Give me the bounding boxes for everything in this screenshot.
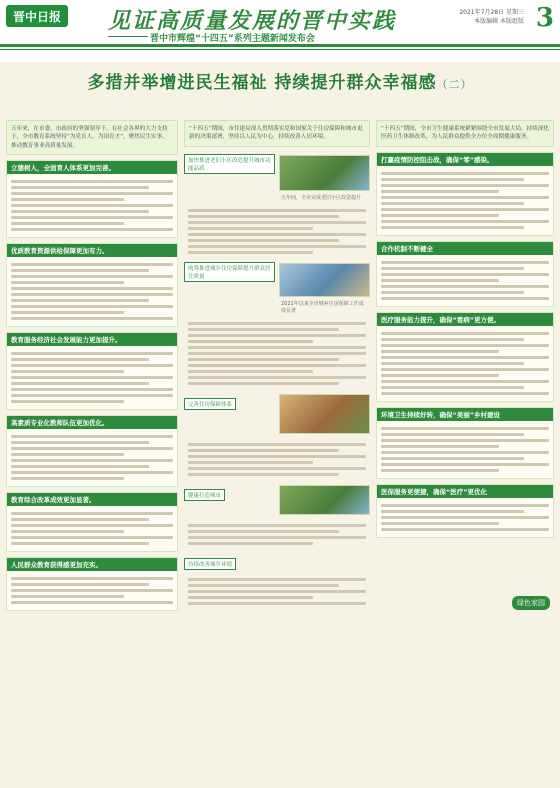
section <box>376 407 554 479</box>
section-title: 人民群众教育获得感更加充实。 <box>7 558 177 571</box>
divider <box>0 49 560 50</box>
section <box>376 152 554 236</box>
section-title: 打赢疫情防控阻击战，确保“零”感染。 <box>377 153 553 166</box>
section-title: 医保服务更便捷，确保“医疗”更优化 <box>377 485 553 498</box>
section-body <box>7 506 177 551</box>
section-body <box>377 421 553 478</box>
lead-paragraph: “十四五”期间，市住建局深入贯彻落实党和国家关于住房保障和城市更新的决策部署，坚持以人民为中心，持续改善人居环境。 <box>184 120 370 147</box>
section-body <box>184 316 370 391</box>
column-education <box>6 120 178 780</box>
column-housing <box>184 120 370 780</box>
section-title: 完善住房保障体系 <box>184 398 236 410</box>
section-body <box>184 203 370 260</box>
section-title: 优质教育资源供给保障更加有力。 <box>7 244 177 257</box>
headline-main: 多措并举增进民生福祉 持续提升群众幸福感 <box>87 73 437 93</box>
section <box>6 557 178 611</box>
photo-residential-community <box>279 155 370 191</box>
section-title: 持续改善城乡环境 <box>184 558 236 570</box>
section-row <box>184 391 370 437</box>
section-title: 医疗服务能力提升，确保“看病”更方便。 <box>377 313 553 326</box>
section-title: 统筹推进城乡住房保障提升群众居住质量 <box>184 262 275 282</box>
section <box>6 243 178 327</box>
column-health <box>376 120 554 780</box>
section-body <box>184 518 370 551</box>
section-title: 健康打造城市 <box>184 489 225 501</box>
section <box>6 492 178 552</box>
section <box>6 160 178 238</box>
section <box>376 241 554 307</box>
photo-city-park <box>279 485 370 515</box>
section-row <box>184 152 370 203</box>
newspaper-logo: 晋中日报 <box>6 5 68 27</box>
page-title <box>0 68 560 93</box>
photo-city-street <box>279 394 370 434</box>
section-badge: 绿色家园 <box>512 596 550 610</box>
photo-caption: 五年间，全市完成老旧小区改造提升 <box>281 194 362 201</box>
section-body <box>184 437 370 482</box>
section-title: 立德树人，全面育人体系更加完善。 <box>7 161 177 174</box>
section-title: 高素质专业化教师队伍更加优化。 <box>7 416 177 429</box>
edition-editors: 本版编辑 本版组版 <box>474 18 524 25</box>
divider <box>108 36 148 37</box>
masthead <box>0 0 560 62</box>
section-row <box>184 482 370 518</box>
section-body <box>7 429 177 486</box>
section-title: 环境卫生持续好转，确保“美丽”乡村建设 <box>377 408 553 421</box>
edition-date: 2021年7月28日 星期三 <box>459 9 524 16</box>
page-banner: 见证高质量发展的晋中实践 <box>108 8 397 34</box>
photo-caption: 2021年以来全市城乡住房保障工作成效显著 <box>281 300 364 314</box>
section-body <box>7 174 177 237</box>
section-row <box>184 260 370 316</box>
section-title: 加快推进老旧小区改造提升城市功能品质 <box>184 154 275 174</box>
section-body <box>7 571 177 610</box>
series-title: 晋中市辉煌“十四五”系列主题新闻发布会 <box>150 34 315 44</box>
section <box>6 332 178 410</box>
section-body <box>377 498 553 537</box>
lead-paragraph: 五年来，在市委、市政府的坚强领导下，在社会各界的大力支持下，全市教育系统坚持“为党育人、为国育才”，聚焦民生实事，推动教育事业高质量发展。 <box>6 120 178 155</box>
lead-paragraph: “十四五”期间，全市卫生健康系统紧紧围绕全市发展大局，持续深化医药卫生体制改革，为人民群众提供全方位全周期健康服务。 <box>376 120 554 147</box>
section-title: 教育服务经济社会发展能力更加提升。 <box>7 333 177 346</box>
edition-info <box>454 8 524 26</box>
section-body <box>377 255 553 306</box>
section <box>6 415 178 487</box>
section-body <box>7 346 177 409</box>
section <box>376 484 554 538</box>
section <box>376 312 554 402</box>
section-title: 合作机制不断健全 <box>377 242 553 255</box>
headline-suffix: （二） <box>436 78 473 91</box>
section-body <box>377 326 553 401</box>
section-body <box>184 572 370 611</box>
photo-housing-complex <box>279 263 370 297</box>
divider <box>0 44 560 47</box>
section-body <box>377 166 553 235</box>
section-body <box>7 257 177 326</box>
section-title: 教育综合改革成效更加显著。 <box>7 493 177 506</box>
page-number: 3 <box>535 3 554 33</box>
